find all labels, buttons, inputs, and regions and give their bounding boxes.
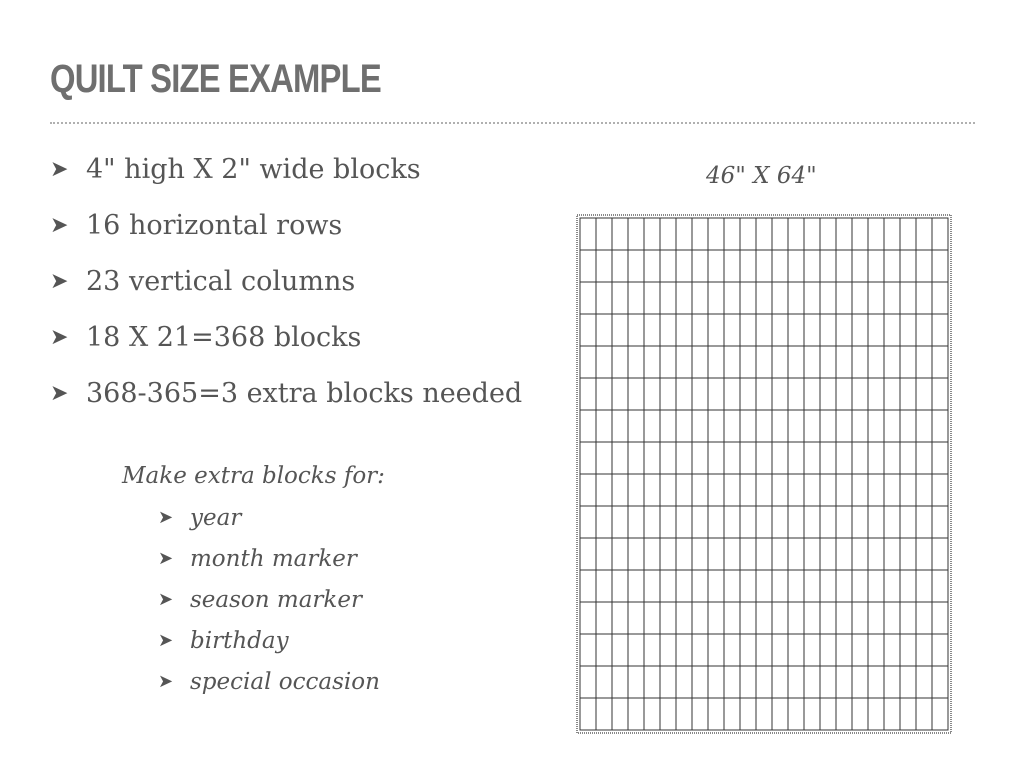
bullet-text: 4" high X 2" wide blocks bbox=[86, 154, 421, 185]
arrow-bullet-icon: ➤ bbox=[50, 157, 69, 182]
bullet-item bbox=[50, 150, 522, 206]
bullet-item bbox=[50, 206, 522, 262]
extra-blocks-heading: Make extra blocks for: bbox=[122, 463, 385, 489]
bullet-text: 18 X 21=368 blocks bbox=[86, 322, 362, 353]
bullet-text: 16 horizontal rows bbox=[86, 210, 343, 241]
extra-block-item bbox=[158, 541, 380, 582]
arrow-bullet-icon: ➤ bbox=[158, 548, 174, 569]
arrow-bullet-icon: ➤ bbox=[158, 630, 174, 651]
quilt-grid-lines bbox=[580, 218, 948, 730]
arrow-bullet-icon: ➤ bbox=[50, 381, 69, 406]
arrow-bullet-icon: ➤ bbox=[158, 671, 174, 692]
title-divider bbox=[50, 122, 975, 124]
arrow-bullet-icon: ➤ bbox=[158, 589, 174, 610]
bullet-item bbox=[50, 374, 522, 430]
extra-block-item bbox=[158, 500, 380, 541]
bullet-text: 368-365=3 extra blocks needed bbox=[86, 378, 523, 409]
bullet-item bbox=[50, 318, 522, 374]
main-bullet-list bbox=[50, 150, 522, 430]
extra-blocks-list bbox=[158, 500, 380, 705]
extra-block-item bbox=[158, 664, 380, 705]
arrow-bullet-icon: ➤ bbox=[158, 507, 174, 528]
bullet-item bbox=[50, 262, 522, 318]
quilt-grid-diagram bbox=[576, 214, 952, 734]
extra-block-text: special occasion bbox=[190, 669, 380, 695]
extra-block-item bbox=[158, 623, 380, 664]
extra-block-text: birthday bbox=[190, 628, 289, 654]
extra-block-item bbox=[158, 582, 380, 623]
bullet-text: 23 vertical columns bbox=[86, 266, 356, 297]
arrow-bullet-icon: ➤ bbox=[50, 213, 69, 238]
extra-block-text: season marker bbox=[190, 587, 362, 613]
quilt-size-label: 46" X 64" bbox=[706, 163, 817, 189]
arrow-bullet-icon: ➤ bbox=[50, 325, 69, 350]
arrow-bullet-icon: ➤ bbox=[50, 269, 69, 294]
slide-title: QUILT SIZE EXAMPLE bbox=[50, 57, 381, 101]
extra-block-text: year bbox=[190, 505, 242, 531]
extra-block-text: month marker bbox=[190, 546, 357, 572]
